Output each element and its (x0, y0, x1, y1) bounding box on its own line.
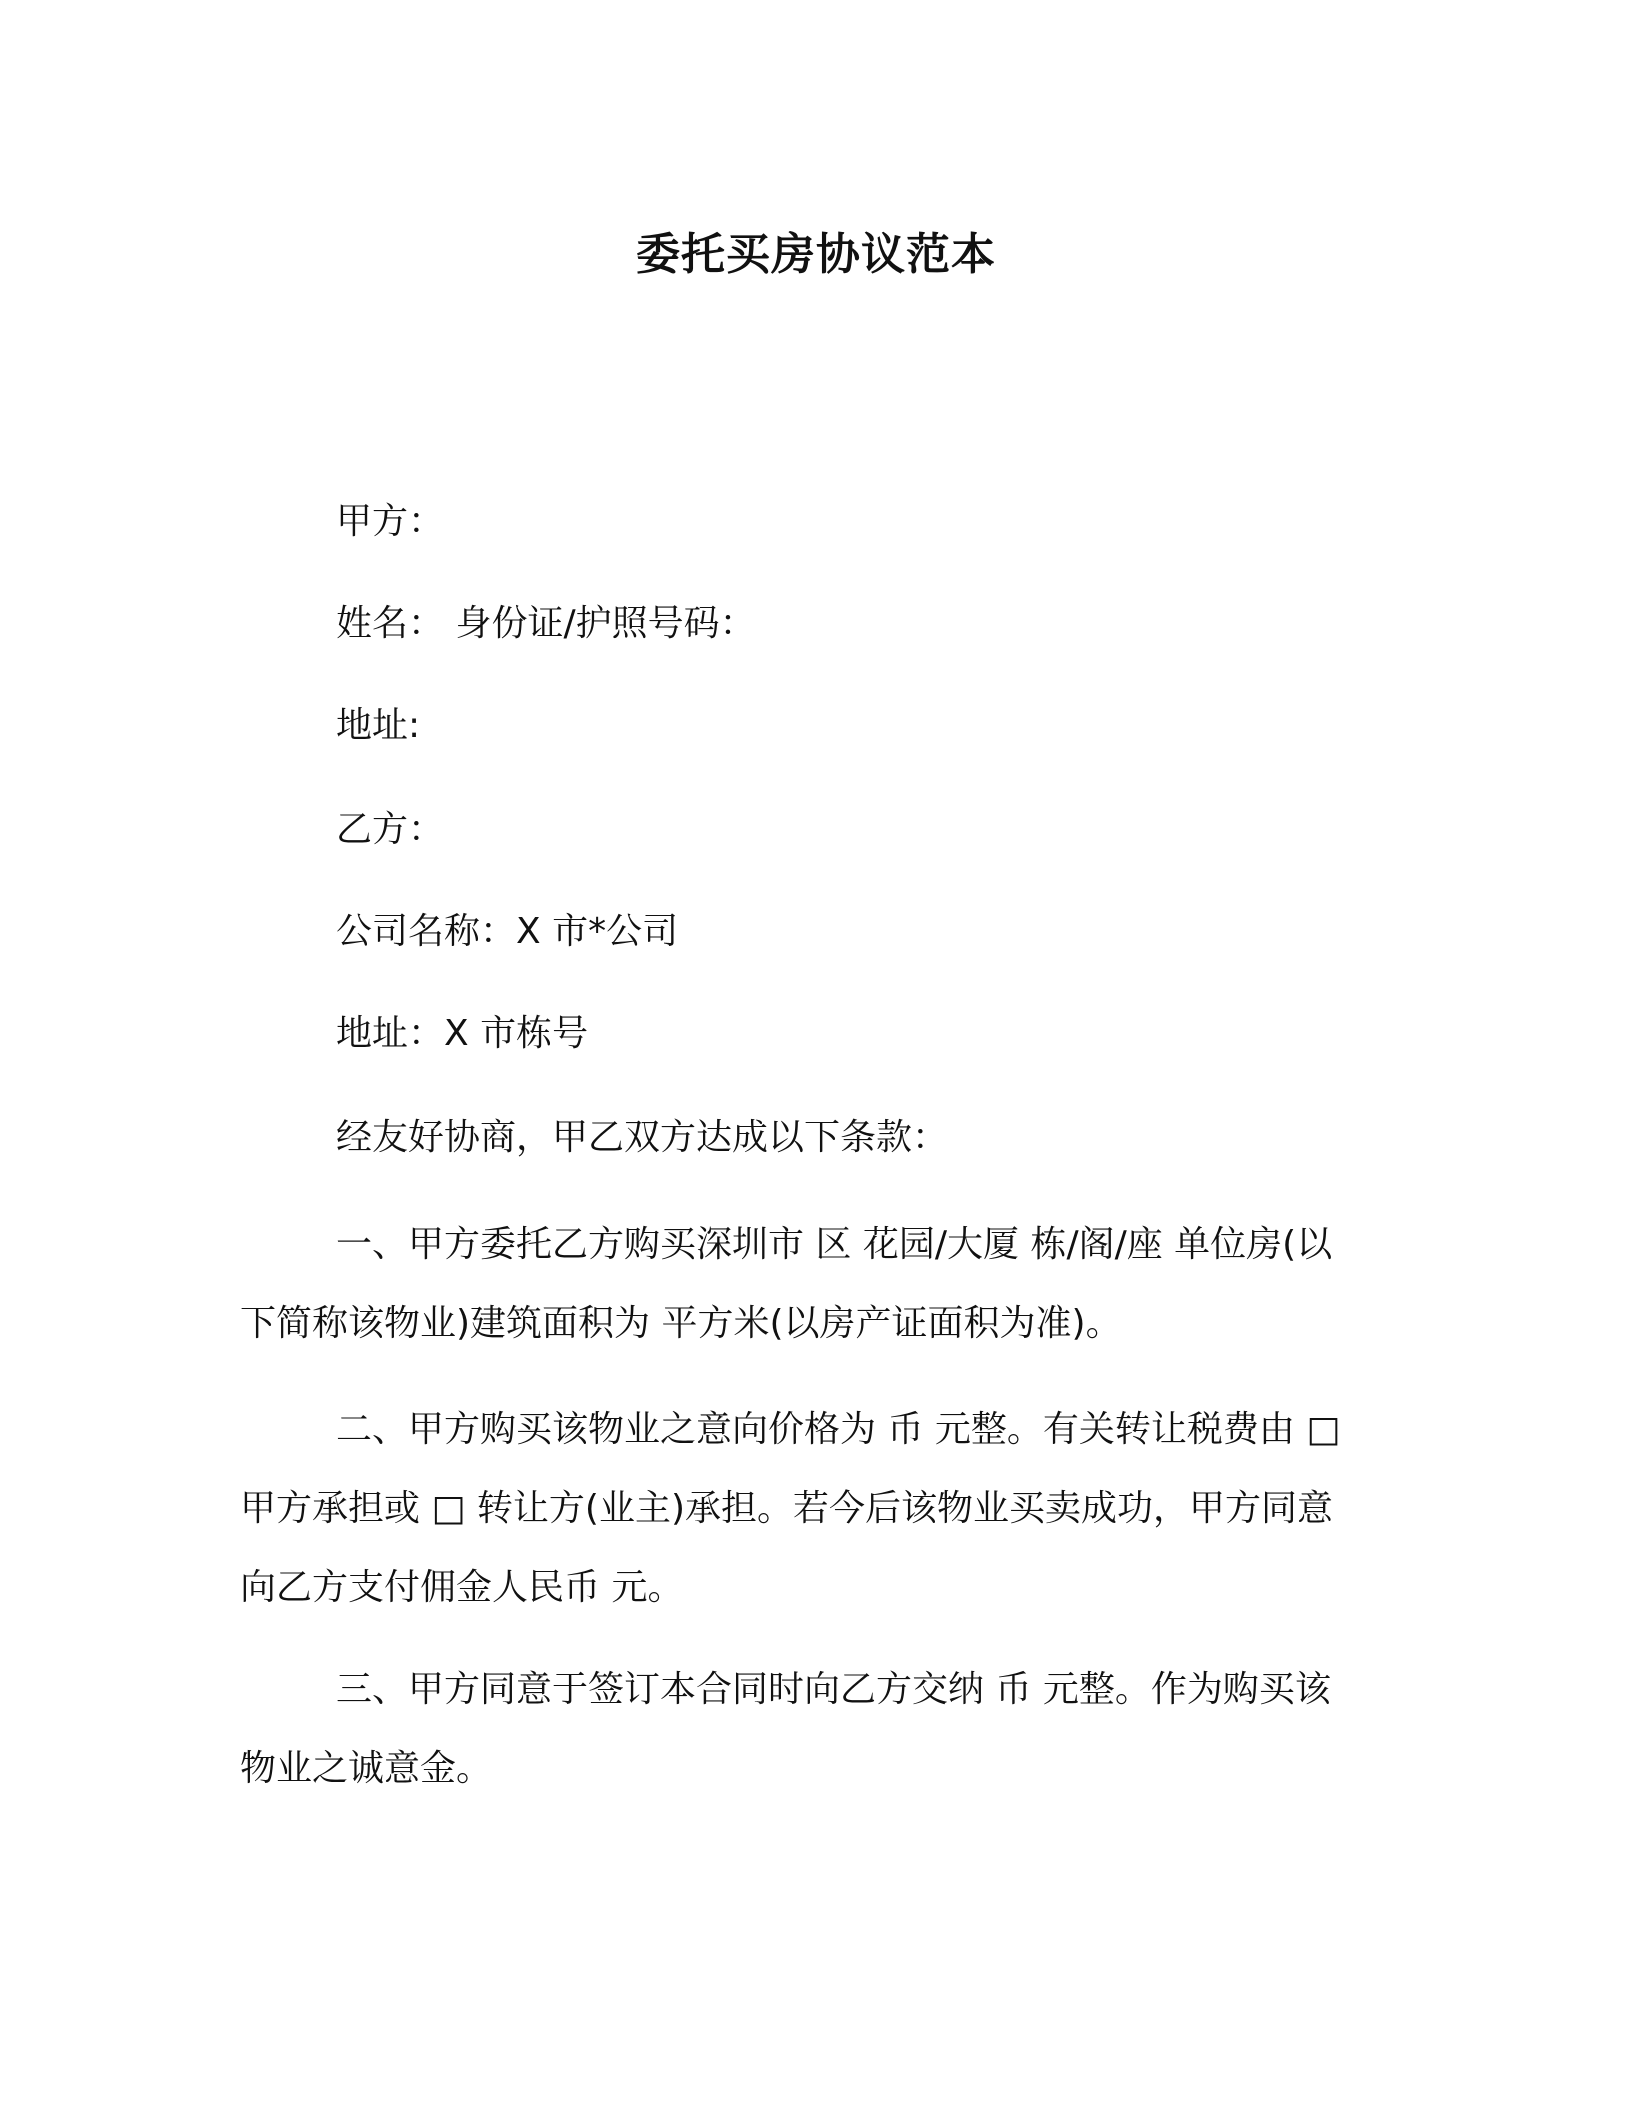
document-title: 委托买房协议范本 (636, 229, 996, 280)
clause-2: 二、甲方购买该物业之意向价格为 币 元整。有关转让税费由 □ 甲方承担或 □ 转让方(业主)承担。若今后该物业买卖成功，甲方同意向乙方支付佣金人民币 元。 (240, 1409, 1341, 1608)
clause-1: 一、甲方委托乙方购买深圳市 区 花园/大厦 栋/阁/座 单位房(以下简称该物业)建筑面积为 平方米(以房产证面积为准)。 (240, 1224, 1333, 1344)
company-name: 公司名称：X 市*公司 (336, 911, 679, 952)
clause-3: 三、甲方同意于签订本合同时向乙方交纳 币 元整。作为购买该物业之诚意金。 (240, 1669, 1331, 1789)
party-a-address: 地址: (336, 705, 421, 746)
name-id-line: 姓名： 身份证/护照号码： (336, 603, 756, 644)
party-b-label: 乙方： (336, 809, 445, 850)
party-b-address: 地址：X 市栋号 (336, 1013, 589, 1054)
party-a-label: 甲方： (336, 501, 445, 542)
intro-line: 经友好协商，甲乙双方达成以下条款： (336, 1117, 949, 1158)
